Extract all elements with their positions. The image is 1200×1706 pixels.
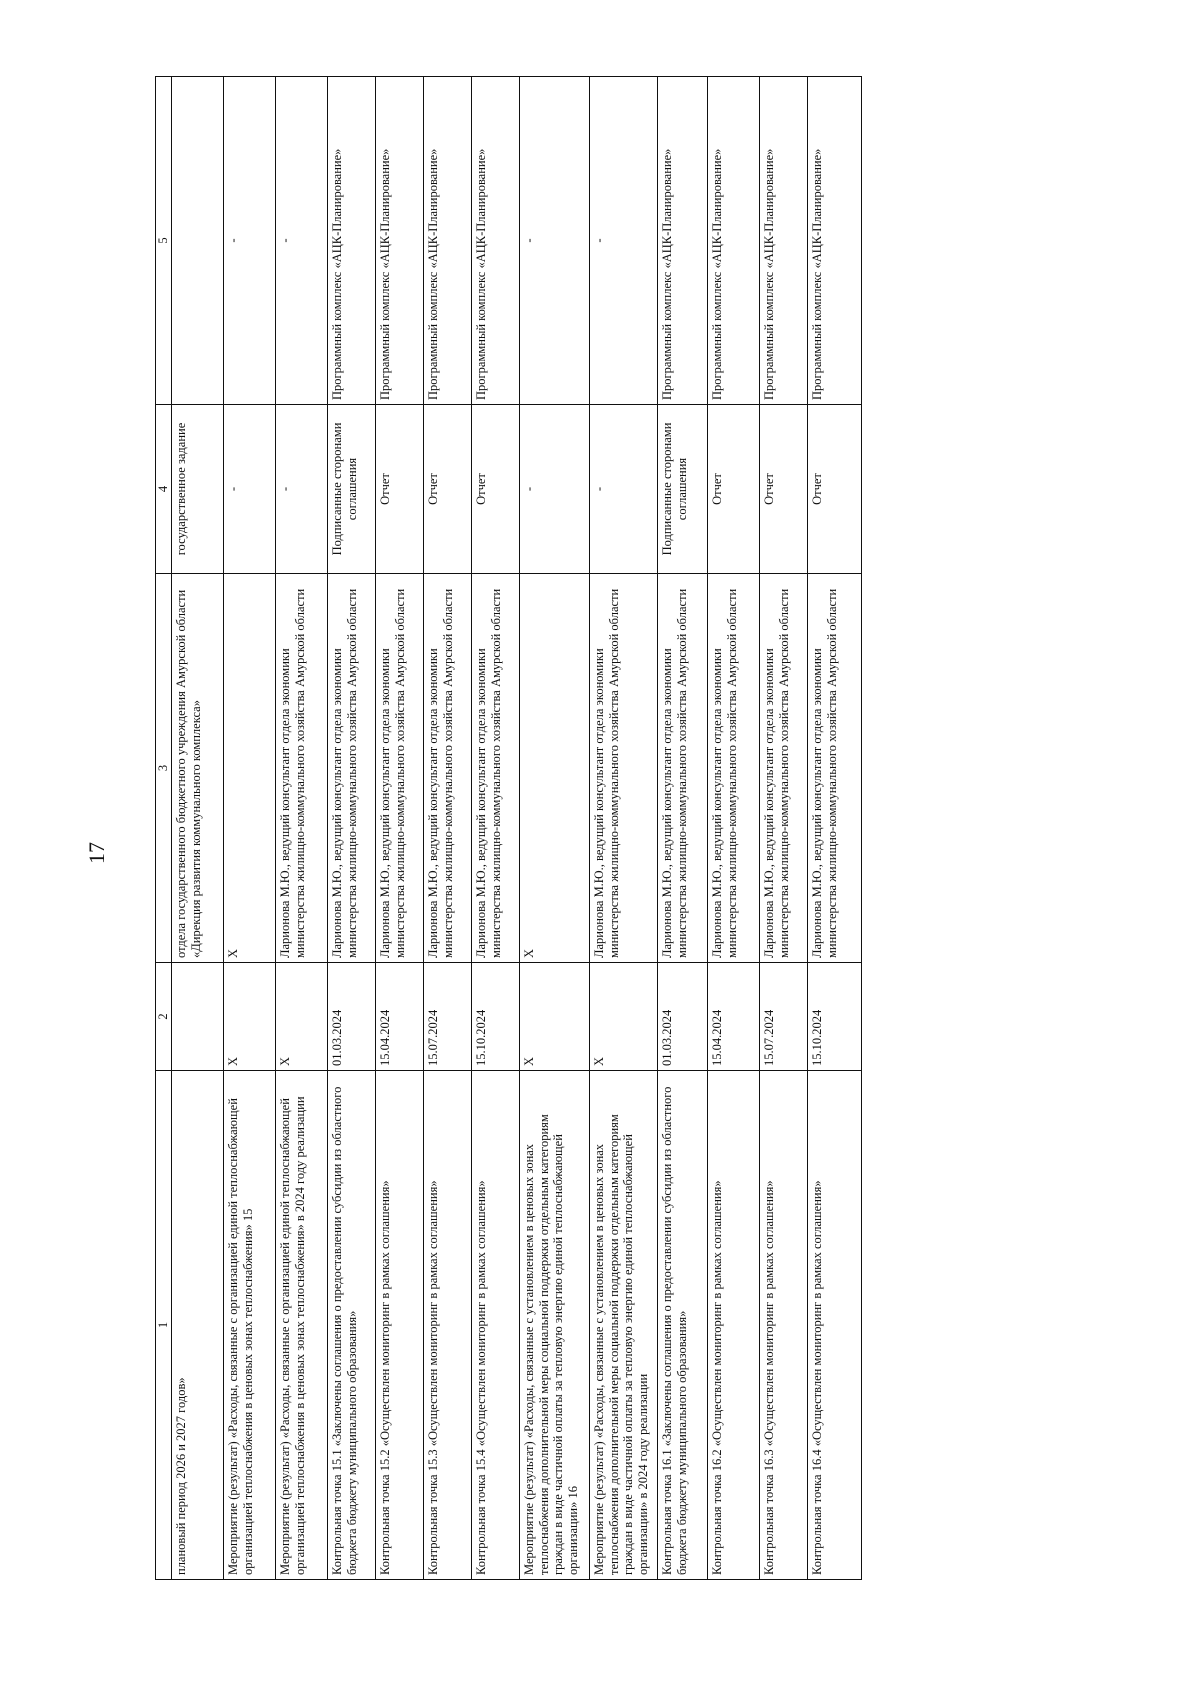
table-row: [375, 77, 423, 1580]
table-cell-col5: -: [223, 77, 275, 405]
table-cell-col4: государственное задание: [171, 405, 223, 574]
table-cell-col4: -: [519, 405, 589, 574]
table-cell-col1: плановый период 2026 и 2027 годов»: [171, 1071, 223, 1580]
table-cell-col5: Программный комплекс «АЦК-Планирование»: [807, 77, 861, 405]
table-cell-col4: Отчет: [759, 405, 807, 574]
table-cell-col2: X: [223, 963, 275, 1071]
column-header-1: 1: [156, 1071, 172, 1580]
table-cell-col3: Ларионова М.Ю., ведущий консультант отдела экономики министерства жилищно-коммунального хозяйства Амурской области: [657, 574, 707, 963]
table-cell-col1: Контрольная точка 15.2 «Осуществлен мониторинг в рамках соглашения»: [375, 1071, 423, 1580]
table-cell-col2: 15.04.2024: [707, 963, 759, 1071]
table-cell-col2: 15.07.2024: [759, 963, 807, 1071]
table-cell-col2: 01.03.2024: [657, 963, 707, 1071]
table-cell-col2: 15.10.2024: [471, 963, 519, 1071]
table-cell-col1: Контрольная точка 16.4 «Осуществлен мониторинг в рамках соглашения»: [807, 1071, 861, 1580]
table-row: [423, 77, 471, 1580]
table-cell-col4: Подписанные сторонами соглашения: [657, 405, 707, 574]
control-points-table: [155, 76, 862, 1580]
column-header-5: 5: [156, 77, 172, 405]
table-cell-col1: Мероприятие (результат) «Расходы, связанные с установлением в ценовых зонах теплоснабжения дополнительной меры социальной поддержки отдельным категориям граждан в виде частичной оплаты за тепловую энергию единой теплоснабжающей организации» в 2024 году реализации: [589, 1071, 657, 1580]
table-cell-col3: отдела государственного бюджетного учреждения Амурской области «Дирекция развития коммунального комплекса»: [171, 574, 223, 963]
table-cell-col5: Программный комплекс «АЦК-Планирование»: [759, 77, 807, 405]
table-cell-col5: Программный комплекс «АЦК-Планирование»: [657, 77, 707, 405]
table-cell-col2: 15.04.2024: [375, 963, 423, 1071]
column-header-4: 4: [156, 405, 172, 574]
table-cell-col2: X: [589, 963, 657, 1071]
table-row: [657, 77, 707, 1580]
table-row: [707, 77, 759, 1580]
table-cell-col4: -: [223, 405, 275, 574]
table-row: [171, 77, 223, 1580]
table-cell-col1: Контрольная точка 16.2 «Осуществлен мониторинг в рамках соглашения»: [707, 1071, 759, 1580]
table-cell-col4: Отчет: [471, 405, 519, 574]
table-row: [589, 77, 657, 1580]
table-cell-col3: Ларионова М.Ю., ведущий консультант отдела экономики министерства жилищно-коммунального хозяйства Амурской области: [327, 574, 375, 963]
table-cell-col3: X: [519, 574, 589, 963]
table-cell-col4: Отчет: [423, 405, 471, 574]
table-row: [327, 77, 375, 1580]
table-cell-col5: Программный комплекс «АЦК-Планирование»: [327, 77, 375, 405]
table-cell-col1: Контрольная точка 16.3 «Осуществлен мониторинг в рамках соглашения»: [759, 1071, 807, 1580]
table-row: [471, 77, 519, 1580]
table-cell-col2: 15.07.2024: [423, 963, 471, 1071]
table-cell-col4: Отчет: [807, 405, 861, 574]
table-row: [519, 77, 589, 1580]
table-cell-col1: Мероприятие (результат) «Расходы, связанные с организацией единой теплоснабжающей организацией теплоснабжения в ценовых зонах теплоснабжения» в 2024 году реализации: [275, 1071, 327, 1580]
table-cell-col5: Программный комплекс «АЦК-Планирование»: [471, 77, 519, 405]
table-header-row: [156, 77, 172, 1580]
table-cell-col1: Контрольная точка 15.3 «Осуществлен мониторинг в рамках соглашения»: [423, 1071, 471, 1580]
table-cell-col3: Ларионова М.Ю., ведущий консультант отдела экономики министерства жилищно-коммунального хозяйства Амурской области: [423, 574, 471, 963]
table-cell-col3: Ларионова М.Ю., ведущий консультант отдела экономики министерства жилищно-коммунального хозяйства Амурской области: [707, 574, 759, 963]
table-row: [759, 77, 807, 1580]
column-header-2: 2: [156, 963, 172, 1071]
table-cell-col4: -: [589, 405, 657, 574]
table-row: [223, 77, 275, 1580]
table-cell-col5: -: [519, 77, 589, 405]
table-cell-col2: X: [519, 963, 589, 1071]
table-row: [807, 77, 861, 1580]
table-cell-col4: Отчет: [707, 405, 759, 574]
table-cell-col3: Ларионова М.Ю., ведущий консультант отдела экономики министерства жилищно-коммунального хозяйства Амурской области: [375, 574, 423, 963]
table-cell-col3: Ларионова М.Ю., ведущий консультант отдела экономики министерства жилищно-коммунального хозяйства Амурской области: [759, 574, 807, 963]
table-cell-col1: Контрольная точка 16.1 «Заключены соглашения о предоставлении субсидии из областного бюджета бюджету муниципального образования»: [657, 1071, 707, 1580]
table-cell-col3: Ларионова М.Ю., ведущий консультант отдела экономики министерства жилищно-коммунального хозяйства Амурской области: [275, 574, 327, 963]
table-cell-col1: Мероприятие (результат) «Расходы, связанные с установлением в ценовых зонах теплоснабжения дополнительной меры социальной поддержки отдельным категориям граждан в виде частичной оплаты за тепловую энергию единой теплоснабжающей организации» 16: [519, 1071, 589, 1580]
rotated-table-container: [155, 122, 905, 1580]
page-number: 17: [84, 842, 109, 864]
table-cell-col2: 01.03.2024: [327, 963, 375, 1071]
table-body: [171, 77, 861, 1580]
table-cell-col1: Контрольная точка 15.4 «Осуществлен мониторинг в рамках соглашения»: [471, 1071, 519, 1580]
table-cell-col3: X: [223, 574, 275, 963]
table-cell-col5: -: [589, 77, 657, 405]
table-cell-col3: Ларионова М.Ю., ведущий консультант отдела экономики министерства жилищно-коммунального хозяйства Амурской области: [807, 574, 861, 963]
table-cell-col3: Ларионова М.Ю., ведущий консультант отдела экономики министерства жилищно-коммунального хозяйства Амурской области: [589, 574, 657, 963]
column-header-3: 3: [156, 574, 172, 963]
table-cell-col5: Программный комплекс «АЦК-Планирование»: [707, 77, 759, 405]
table-cell-col4: -: [275, 405, 327, 574]
table-cell-col5: -: [275, 77, 327, 405]
table-cell-col1: Контрольная точка 15.1 «Заключены соглашения о предоставлении субсидии из областного бюджета бюджету муниципального образования»: [327, 1071, 375, 1580]
table-cell-col4: Отчет: [375, 405, 423, 574]
table-row: [275, 77, 327, 1580]
table-cell-col5: Программный комплекс «АЦК-Планирование»: [423, 77, 471, 405]
table-cell-col4: Подписанные сторонами соглашения: [327, 405, 375, 574]
table-cell-col5: Программный комплекс «АЦК-Планирование»: [375, 77, 423, 405]
table-cell-col1: Мероприятие (результат) «Расходы, связанные с организацией единой теплоснабжающей организацией теплоснабжения в ценовых зонах теплоснабжения» 15: [223, 1071, 275, 1580]
table-cell-col2: X: [275, 963, 327, 1071]
table-cell-col2: [171, 963, 223, 1071]
table-cell-col2: 15.10.2024: [807, 963, 861, 1071]
table-cell-col3: Ларионова М.Ю., ведущий консультант отдела экономики министерства жилищно-коммунального хозяйства Амурской области: [471, 574, 519, 963]
table-cell-col5: [171, 77, 223, 405]
